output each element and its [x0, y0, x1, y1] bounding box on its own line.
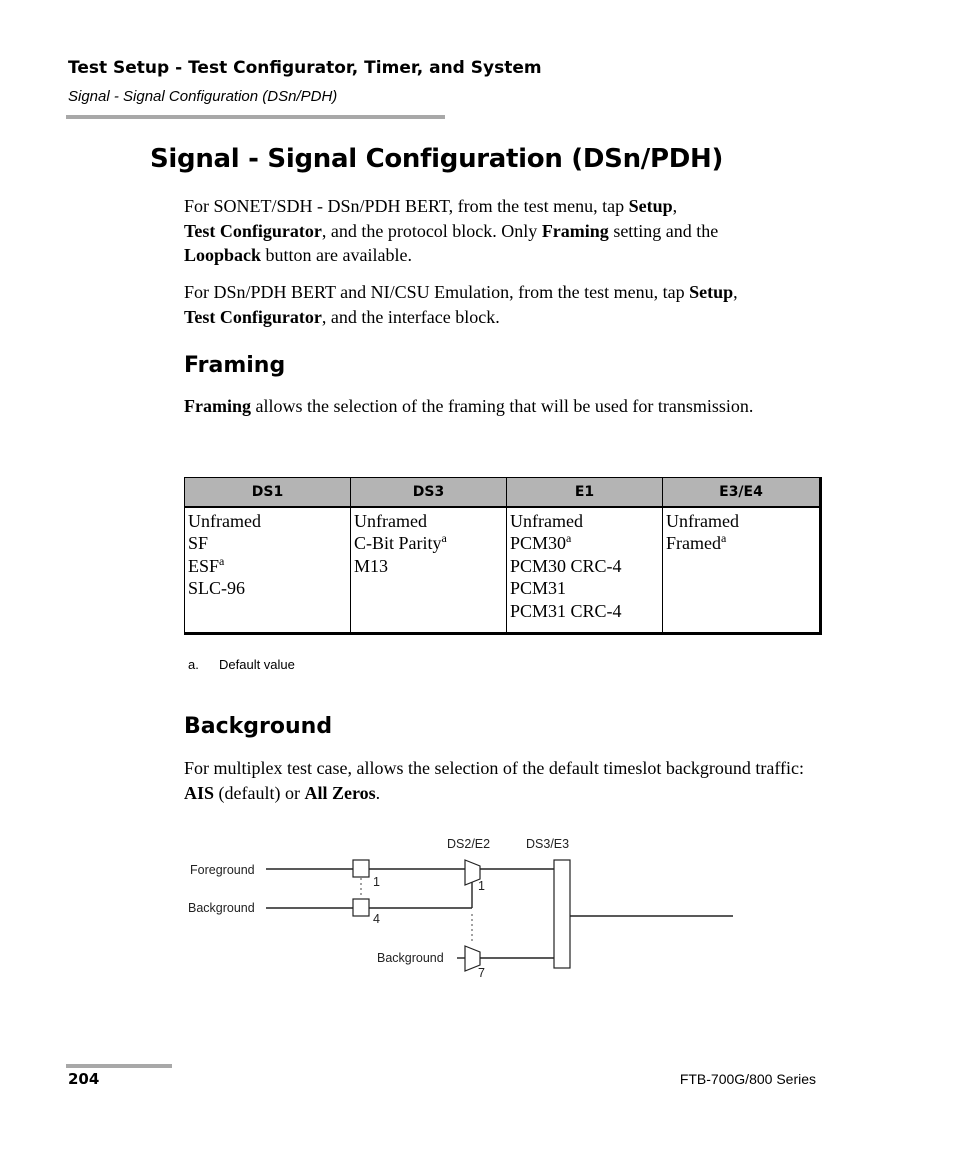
mux-number-7: 7 — [478, 966, 485, 980]
framing-table-header-row — [185, 478, 821, 507]
framing-table — [184, 477, 822, 635]
footnote-text: Default value — [219, 657, 295, 672]
footer-rule — [66, 1064, 172, 1068]
list-item: PCM31 — [510, 578, 567, 598]
footnote-marker: a — [441, 531, 447, 545]
ds3-options — [351, 510, 507, 634]
box-number-4: 4 — [373, 912, 380, 926]
background-label-bottom: Background — [377, 951, 444, 965]
mux-number-1: 1 — [478, 879, 485, 893]
list-item: M13 — [354, 555, 389, 576]
running-header-title: Test Setup - Test Configurator, Timer, and System — [68, 58, 542, 78]
list-item: C-Bit Parity$^a$ — [354, 531, 447, 553]
page-number: 204 — [68, 1070, 100, 1088]
ds3e3-label: DS3/E3 — [526, 837, 570, 851]
list-item: SF — [188, 533, 209, 553]
framing-description: Framing allows the selection of the framing that will be used for transmission. — [184, 396, 754, 416]
footnote-marker: a — [566, 531, 572, 545]
ds2e2-label: DS2/E2 — [447, 837, 491, 851]
framing-table-row — [185, 510, 821, 634]
timeslot-box-4 — [353, 899, 369, 916]
e3e4-options — [663, 510, 821, 634]
footnote-marker: a — [720, 531, 727, 545]
intro-paragraph-2: For DSn/PDH BERT and NI/CSU Emulation, from the test menu, tap Setup, Test Configurator, and the interface block. — [184, 282, 738, 327]
footnote-marker: a — [219, 553, 225, 568]
list-item: PCM30 CRC-4 — [510, 555, 622, 576]
box-number-1: 1 — [373, 875, 380, 889]
list-item: Unframed — [354, 510, 427, 531]
list-item: Unframed — [666, 510, 739, 531]
footnote-letter: a. — [188, 657, 199, 672]
list-item: Framed$^a$ — [666, 531, 727, 553]
col-header-e3e4: E3/E4 — [663, 478, 821, 507]
page-title: Signal - Signal Configuration (DSn/PDH) — [150, 144, 724, 174]
col-header-ds1: DS1 — [185, 478, 351, 507]
header-rule — [66, 115, 445, 119]
list-item: Unframed — [188, 510, 261, 531]
background-multiplex-diagram — [180, 832, 750, 982]
background-heading: Background — [184, 714, 333, 739]
list-item: ESF$^a$ — [188, 553, 225, 576]
background-description: For multiplex test case, allows the selection of the default timeslot background traffic: AIS (default) or All Zeros. — [184, 758, 804, 803]
list-item: PCM30$^a$ — [510, 531, 572, 553]
background-label-left: Background — [188, 901, 255, 915]
timeslot-box-1 — [353, 860, 369, 877]
list-item: Unframed — [510, 510, 583, 531]
list-item: SLC-96 — [188, 578, 246, 598]
ds3-mux-bar — [554, 860, 570, 968]
list-item: PCM31 CRC-4 — [510, 600, 622, 621]
ds1-options — [185, 510, 351, 634]
col-header-ds3: DS3 — [351, 478, 507, 507]
col-header-e1: E1 — [507, 478, 663, 507]
foreground-label: Foreground — [190, 863, 255, 877]
product-series: FTB-700G/800 Series — [679, 1071, 816, 1087]
intro-paragraph-1: For SONET/SDH - DSn/PDH BERT, from the test menu, tap Setup, Test Configurator, and the protocol block. Only Framing setting and the Loopback button are available. — [184, 196, 719, 265]
e1-options — [507, 510, 663, 634]
framing-heading: Framing — [184, 353, 286, 378]
running-header-subtitle: Signal - Signal Configuration (DSn/PDH) — [68, 88, 338, 105]
